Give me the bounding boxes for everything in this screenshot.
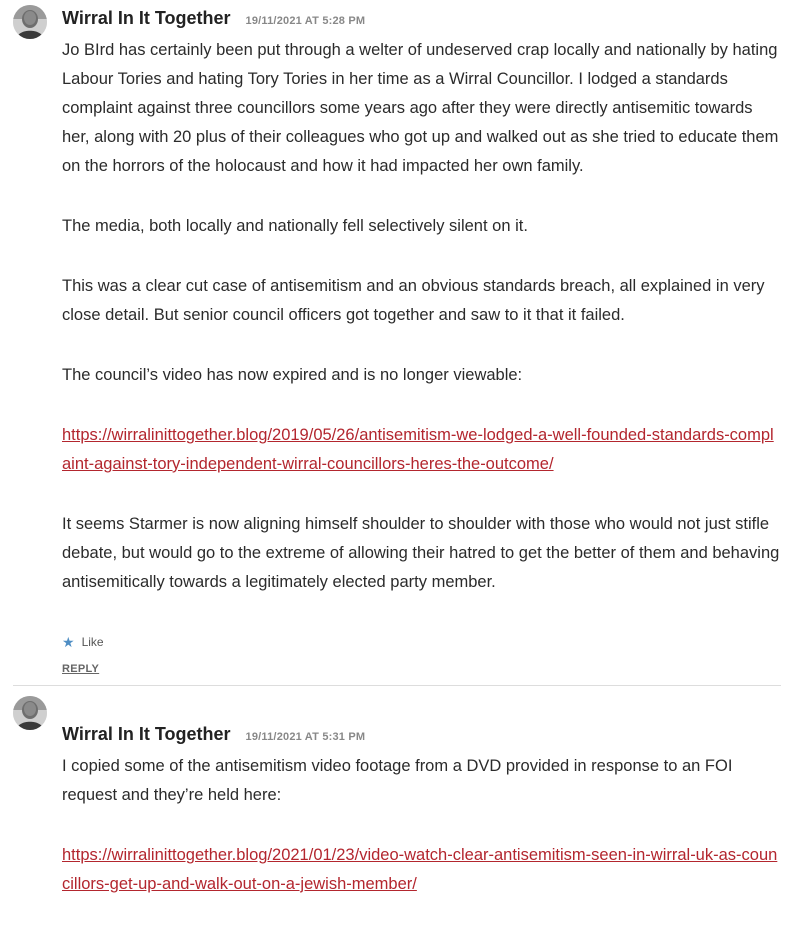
comment-paragraph: The media, both locally and nationally fell selectively silent on it. — [62, 217, 528, 235]
avatar[interactable] — [13, 696, 47, 730]
star-icon: ★ — [62, 634, 75, 650]
like-label: Like — [81, 635, 104, 649]
comment-paragraph: This was a clear cut case of antisemitism and an obvious standards breach, all explained in very close detail. But senior council officers got together and saw to it that it failed. — [62, 277, 765, 324]
comment-paragraph: Jo BIrd has certainly been put through a welter of undeserved crap locally and nationally by hating Labour Tories and hating Tory Tories in her time as a Wirral Councillor. I lodged a standards complaint against three councillors some years ago after they were directly antisemitic towards her, along with 20 plus of their colleagues who got up and walked out as she tried to educate them on the horrors of the holocaust and how it had impacted her own family. — [62, 41, 779, 175]
comment-paragraph: It seems Starmer is now aligning himself shoulder to shoulder with those who would not just stifle debate, but would go to the extreme of allowing their hatred to get the better of them and behaving antisemitically towards a legitimately elected party member. — [62, 515, 780, 591]
comment-header — [62, 8, 795, 36]
comment-header — [62, 724, 795, 752]
comment-link[interactable]: https://wirralinittogether.blog/2021/01/23/video-watch-clear-antisemitism-seen-in-wirral-uk-as-councillors-get-up-and-walk-out-on-a-jewish-member/ — [62, 846, 778, 893]
comment — [0, 686, 795, 899]
comment-link-paragraph — [62, 421, 795, 479]
comment-paragraph: I copied some of the antisemitism video footage from a DVD provided in response to an FOI request and they’re held here: — [62, 757, 733, 804]
comment-author[interactable]: Wirral In It Together — [62, 724, 231, 744]
comment-paragraph: The council’s video has now expired and is no longer viewable: — [62, 366, 523, 384]
comment-link[interactable]: https://wirralinittogether.blog/2019/05/26/antisemitism-we-lodged-a-well-founded-standards-complaint-against-tory-independent-wirral-councillors-heres-the-outcome/ — [62, 426, 774, 473]
comment-date[interactable]: 19/11/2021 AT 5:28 PM — [245, 15, 366, 27]
comment-body — [62, 36, 795, 597]
like-button[interactable] — [62, 633, 795, 651]
comment-link-paragraph — [62, 841, 795, 899]
comment-body — [62, 752, 795, 899]
reply-button[interactable]: REPLY — [62, 663, 100, 675]
comment-date[interactable]: 19/11/2021 AT 5:31 PM — [245, 731, 366, 743]
comment-author[interactable]: Wirral In It Together — [62, 8, 231, 28]
avatar[interactable] — [13, 5, 47, 39]
